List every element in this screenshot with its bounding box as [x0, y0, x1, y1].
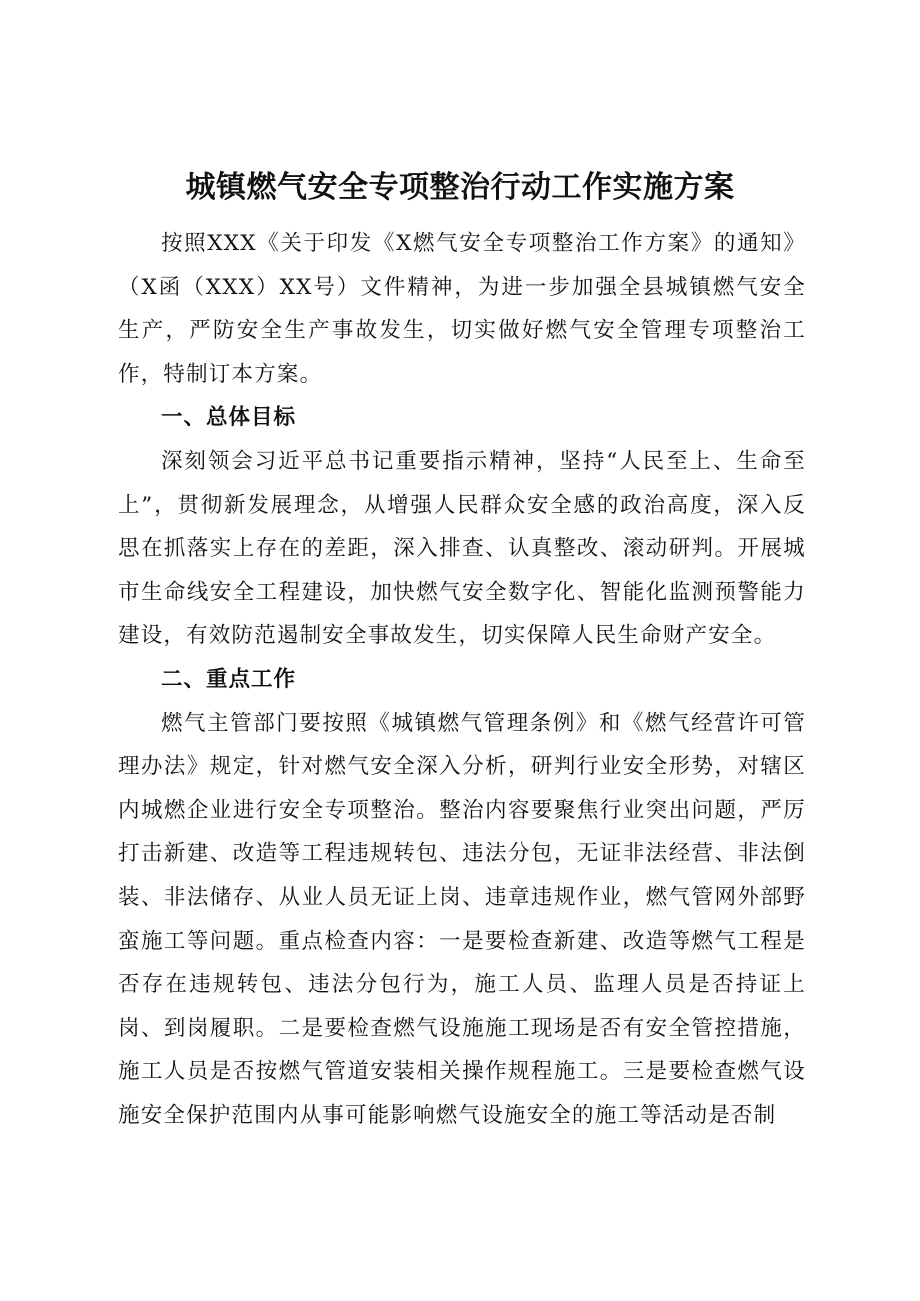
document-title: 城镇燃气安全专项整治行动工作实施方案	[185, 170, 735, 205]
goals-paragraph: 深刻领会习近平总书记重要指示精神，坚持“人民至上、生命至上”，贯彻新发展理念，从增强人民群众安全感的政治高度，深入反思在抓落实上存在的差距，深入排查、认真整改、滚动研判。开展城市生命线安全工程建设，加快燃气安全数字化、智能化监测预警能力建设，有效防范遏制安全事故发生，切实保障人民生命财产安全。	[118, 448, 806, 649]
intro-paragraph: 按照XXX《关于印发《X燃气安全专项整治工作方案》的通知》（X函（XXX）XX号）文件精神，为进一步加强全县城镇燃气安全生产，严防安全生产事故发生，切实做好燃气安全管理专项整治工作，特制订本方案。	[118, 231, 806, 387]
key-work-paragraph: 燃气主管部门要按照《城镇燃气管理条例》和《燃气经营许可管理办法》规定，针对燃气安全深入分析，研判行业安全形势，对辖区内城燃企业进行安全专项整治。整治内容要聚焦行业突出问题，严厉打击新建、改造等工程违规转包、违法分包，无证非法经营、非法倒装、非法储存、从业人员无证上岗、违章违规作业，燃气管网外部野蛮施工等问题。重点检查内容：一是要检查新建、改造等燃气工程是否存在违规转包、违法分包行为，施工人员、监理人员是否持证上岗、到岗履职。二是要检查燃气设施施工现场是否有安全管控措施，施工人员是否按燃气管道安装相关操作规程施工。三是要检查燃气设施安全保护范围内从事可能影响燃气设施安全的施工等活动是否制	[118, 710, 806, 1128]
section-heading-goals: 一、总体目标	[161, 405, 297, 431]
document-body	[118, 222, 806, 1137]
section-heading-key-work: 二、重点工作	[161, 666, 297, 692]
